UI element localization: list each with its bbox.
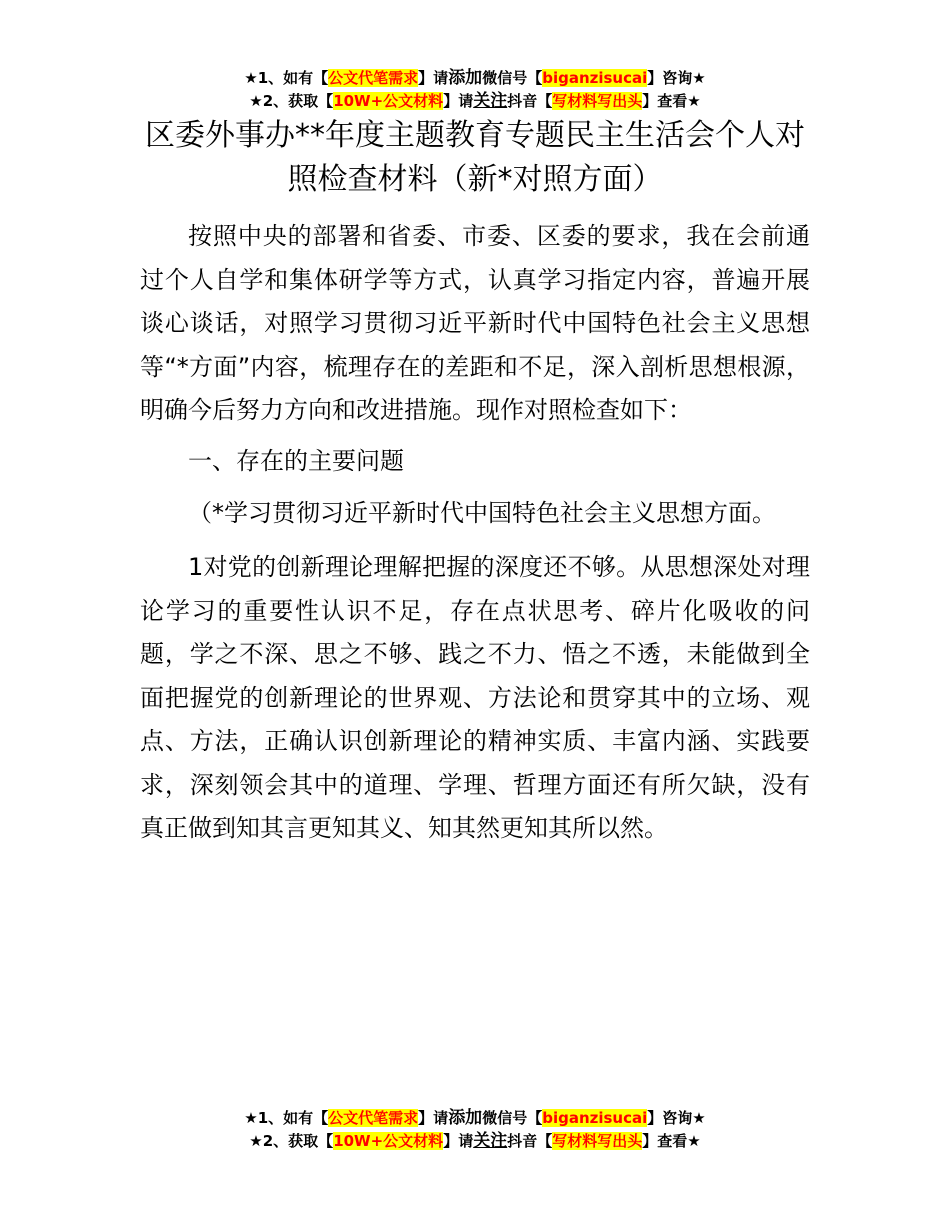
promo-line-2-highlight-douyin: 写材料写出头 — [552, 92, 643, 110]
promo-header — [0, 67, 950, 113]
promo-footer-line-1 — [0, 1107, 950, 1130]
promo-footer-line-1-suffix: 】咨询★ — [647, 1109, 706, 1127]
intro-paragraph: 按照中央的部署和省委、市委、区委的要求，我在会前通过个人自学和集体研学等方式，认真学习指定内容，普遍开展谈心谈话，对照学习贯彻习近平新时代中国特色社会主义思想等“*方面”内容，梳理存在的差距和不足，深入剖析思想根源，明确今后努力方向和改进措施。现作对照检查如下： — [140, 222, 810, 424]
promo-line-1-highlight-service: 公文代笔需求 — [328, 69, 419, 87]
promo-footer-line-2 — [0, 1130, 950, 1153]
promo-line-1-suffix: 】咨询★ — [647, 69, 706, 87]
promo-line-2-mid2: 抖音【 — [507, 92, 553, 110]
promo-footer — [0, 1107, 950, 1153]
promo-line-1-mid2: 微信号【 — [482, 69, 543, 87]
promo-footer-line-1-highlight-service: 公文代笔需求 — [328, 1109, 419, 1127]
item-1-section — [140, 546, 810, 851]
promo-footer-line-1-mid1: 】请 — [418, 1109, 449, 1127]
promo-footer-line-2-emph: 关注 — [473, 1131, 508, 1151]
promo-footer-line-1-highlight-wechat: biganzisucai — [542, 1109, 648, 1127]
promo-footer-line-1-mid2: 微信号【 — [482, 1109, 543, 1127]
promo-footer-line-1-emph: 添加 — [448, 1108, 483, 1128]
promo-line-1-highlight-wechat: biganzisucai — [542, 69, 648, 87]
section-heading: 一、存在的主要问题 — [188, 447, 404, 475]
item-1-paragraph: 1对党的创新理论理解把握的深度还不够。从思想深处对理论学习的重要性认识不足，存在点状思考、碎片化吸收的问题，学之不深、思之不够、践之不力、悟之不透，未能做到全面把握党的创新理论的世界观、方法论和贯穿其中的立场、观点、方法，正确认识创新理论的精神实质、丰富内涵、实践要求，深刻领会其中的道理、学理、哲理方面还有所欠缺，没有真正做到知其言更知其义、知其然更知其所以然。 — [140, 553, 810, 842]
promo-line-1-mid1: 】请 — [418, 69, 449, 87]
subsection-heading: （*学习贯彻习近平新时代中国特色社会主义思想方面。 — [188, 499, 776, 527]
intro-section — [140, 215, 810, 433]
promo-line-2-emph: 关注 — [473, 91, 508, 111]
subsection-heading-block — [140, 492, 810, 535]
promo-footer-line-2-highlight-douyin: 写材料写出头 — [552, 1132, 643, 1150]
promo-line-1-prefix: ★1、如有【 — [244, 69, 329, 87]
promo-footer-line-2-mid2: 抖音【 — [507, 1132, 553, 1150]
promo-footer-line-2-highlight-materials: 10W+公文材料 — [333, 1132, 444, 1150]
promo-footer-line-2-prefix: ★2、获取【 — [249, 1132, 334, 1150]
promo-footer-line-1-prefix: ★1、如有【 — [244, 1109, 329, 1127]
promo-footer-line-2-mid1: 】请 — [443, 1132, 474, 1150]
promo-line-1 — [0, 67, 950, 90]
promo-line-2 — [0, 90, 950, 113]
promo-line-2-prefix: ★2、获取【 — [249, 92, 334, 110]
promo-footer-line-2-suffix: 】查看★ — [642, 1132, 701, 1150]
promo-line-2-mid1: 】请 — [443, 92, 474, 110]
promo-line-1-emph: 添加 — [448, 68, 483, 88]
document-title: 区委外事办**年度主题教育专题民主生活会个人对照检查材料（新*对照方面） — [145, 118, 805, 197]
promo-line-2-suffix: 】查看★ — [642, 92, 701, 110]
section-heading-block — [140, 440, 810, 483]
promo-line-2-highlight-materials: 10W+公文材料 — [333, 92, 444, 110]
